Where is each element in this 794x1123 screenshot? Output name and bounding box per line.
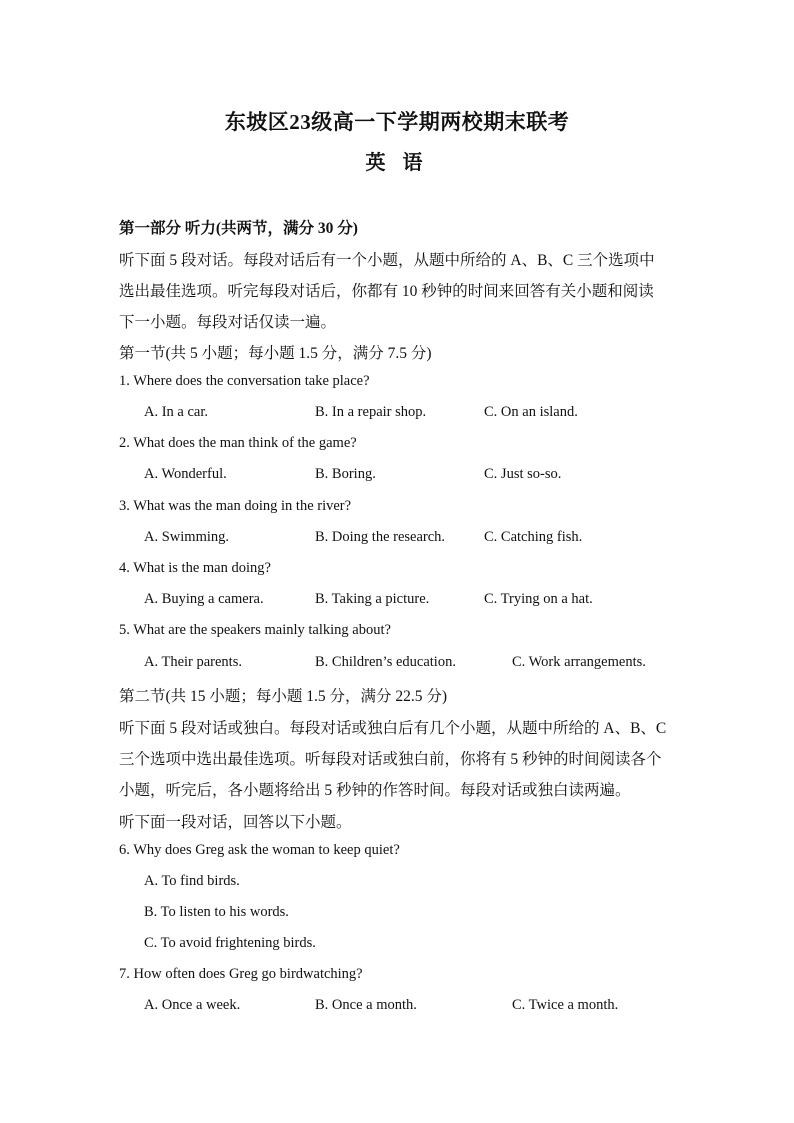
question-stem: 3. What was the man doing in the river? xyxy=(119,498,352,514)
option-b: B. Boring. xyxy=(315,466,376,482)
option-a: A. Swimming. xyxy=(144,529,229,545)
option-a: A. Once a week. xyxy=(144,997,241,1013)
question-stem: 7. How often does Greg go birdwatching? xyxy=(119,966,363,982)
option-c: C. Just so-so. xyxy=(484,466,562,482)
section1-heading: 第一节(共 5 小题；每小题 1.5 分，满分 7.5 分) xyxy=(119,345,432,362)
option-c: C. Twice a month. xyxy=(512,997,619,1013)
question-stem: 4. What is the man doing? xyxy=(119,560,271,576)
option-b: B. Children’s education. xyxy=(315,654,456,670)
option-b: B. In a repair shop. xyxy=(315,404,427,420)
instruction-line: 听下面 5 段对话。每段对话后有一个小题，从题中所给的 A、B、C 三个选项中 xyxy=(119,252,655,269)
option-a: A. Wonderful. xyxy=(144,466,227,482)
option-a: A. In a car. xyxy=(144,404,209,420)
option-c: C. On an island. xyxy=(484,404,578,420)
dialogue-note: 听下面一段对话，回答以下小题。 xyxy=(119,814,352,831)
option-a: A. Buying a camera. xyxy=(144,591,264,607)
instruction-line: 下一小题。每段对话仅读一遍。 xyxy=(119,314,337,331)
option-a: A. To find birds. xyxy=(144,873,240,889)
section2-heading: 第二节(共 15 小题；每小题 1.5 分，满分 22.5 分) xyxy=(119,688,448,705)
option-c: C. Catching fish. xyxy=(484,529,583,545)
exam-title: 东坡区23级高一下学期两校期末联考 xyxy=(224,110,570,134)
option-b: B. Taking a picture. xyxy=(315,591,430,607)
instruction-line: 小题，听完后，各小题将给出 5 秒钟的作答时间。每段对话或独白读两遍。 xyxy=(119,782,631,799)
question-stem: 1. Where does the conversation take place? xyxy=(119,373,370,389)
instruction-line: 三个选项中选出最佳选项。听每段对话或独白前，你将有 5 秒钟的时间阅读各个 xyxy=(119,751,662,768)
option-a: A. Their parents. xyxy=(144,654,242,670)
question-stem: 2. What does the man think of the game? xyxy=(119,435,357,451)
instruction-line: 听下面 5 段对话或独白。每段对话或独白后有几个小题，从题中所给的 A、B、C xyxy=(119,720,667,737)
subject-title: 英 语 xyxy=(365,152,429,174)
question-stem: 5. What are the speakers mainly talking about? xyxy=(119,622,391,638)
question-stem: 6. Why does Greg ask the woman to keep quiet? xyxy=(119,842,400,858)
option-b: B. Doing the research. xyxy=(315,529,446,545)
part1-heading: 第一部分 听力(共两节，满分 30 分) xyxy=(119,220,358,237)
option-b: B. To listen to his words. xyxy=(144,904,289,920)
instruction-line: 选出最佳选项。听完每段对话后，你都有 10 秒钟的时间来回答有关小题和阅读 xyxy=(119,283,654,300)
option-c: C. Trying on a hat. xyxy=(484,591,593,607)
option-c: C. Work arrangements. xyxy=(512,654,646,670)
option-b: B. Once a month. xyxy=(315,997,417,1013)
option-c: C. To avoid frightening birds. xyxy=(144,935,316,951)
